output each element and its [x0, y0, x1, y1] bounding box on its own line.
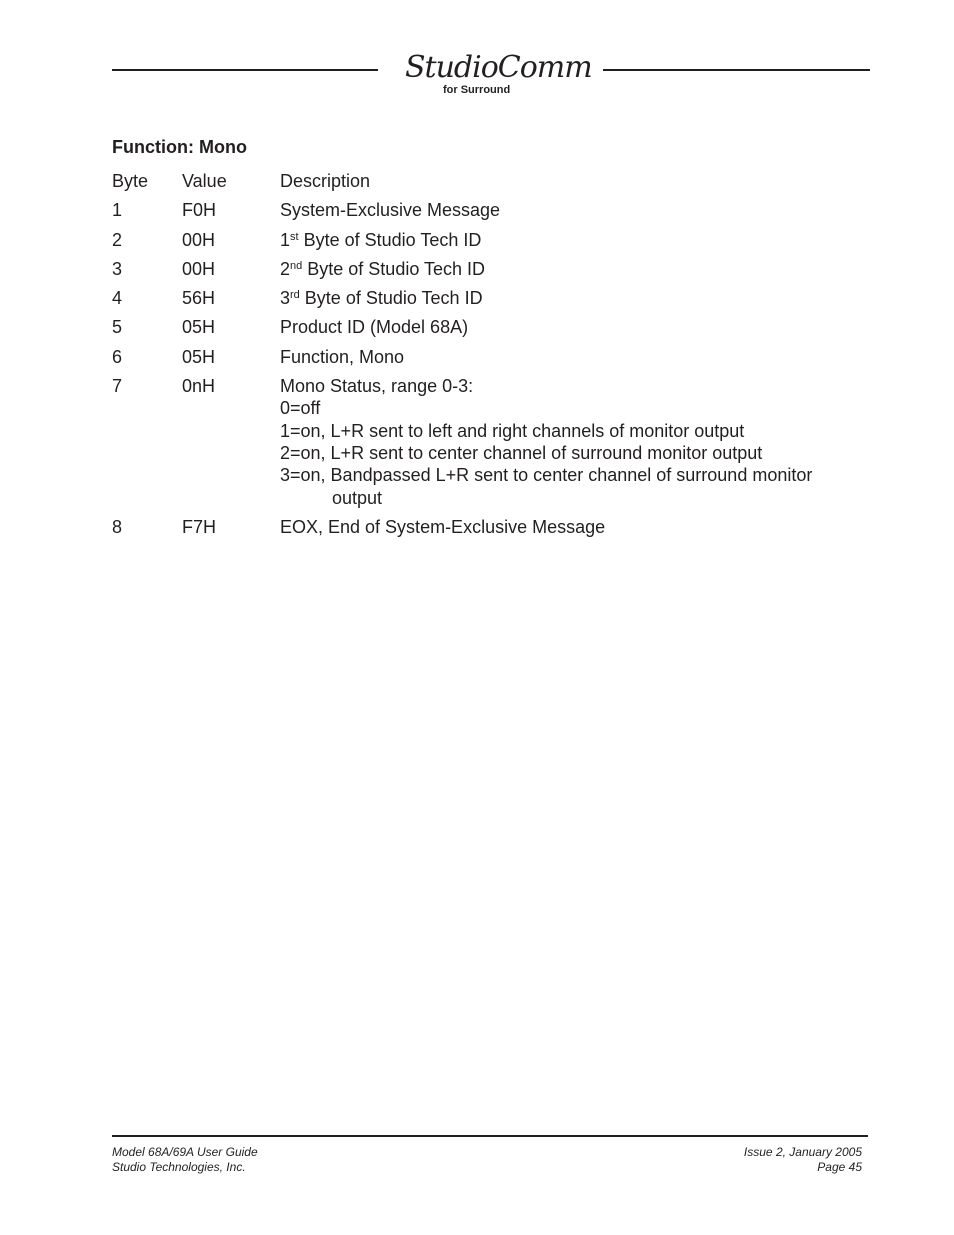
byte-cell: 8 [112, 516, 123, 537]
ordinal-number: 2 [280, 258, 291, 279]
value-cell: 05H [182, 317, 216, 338]
value-cell: F7H [182, 516, 217, 537]
ordinal-number: 3 [280, 288, 291, 309]
column-header-value: Value [182, 171, 227, 191]
header-rule-right [603, 69, 870, 71]
byte-cell: 1 [112, 200, 123, 221]
ordinal-suffix: rd [290, 289, 300, 302]
sysex-table [112, 170, 852, 545]
description-line: 3=on, Bandpassed L+R sent to center channel of surround monitor [280, 465, 813, 486]
footer-rule [112, 1135, 868, 1137]
value-cell: 00H [182, 258, 216, 279]
header-rule-left [112, 69, 378, 71]
value-cell: 56H [182, 288, 216, 309]
description-cell: Function, Mono [280, 346, 405, 367]
table-row [112, 375, 852, 509]
byte-cell: 2 [112, 229, 123, 250]
logo-subtitle: for Surround [443, 84, 511, 96]
description-line: 0=off [280, 398, 321, 419]
table-row [112, 287, 852, 309]
description-cell [280, 229, 852, 251]
byte-cell: 3 [112, 258, 123, 279]
byte-cell: 4 [112, 288, 123, 309]
table-row [112, 316, 852, 338]
value-cell: 00H [182, 229, 216, 250]
table-row [112, 516, 852, 538]
description-cell: System-Exclusive Message [280, 200, 501, 221]
table-row [112, 346, 852, 368]
footer-guide-title: Model 68A/69A User Guide [112, 1145, 258, 1159]
description-cell: Product ID (Model 68A) [280, 317, 469, 338]
footer-issue: Issue 2, January 2005 [743, 1145, 862, 1159]
description-cell [280, 258, 852, 280]
byte-cell: 6 [112, 346, 123, 367]
description-line: output [332, 487, 383, 508]
description-cell [280, 375, 852, 509]
description-cell [280, 287, 852, 309]
column-header-byte: Byte [112, 171, 149, 191]
byte-cell: 5 [112, 317, 123, 338]
ordinal-suffix: st [290, 230, 299, 243]
footer-page-number: Page 45 [817, 1160, 862, 1174]
value-cell: 0nH [182, 376, 216, 397]
table-row [112, 229, 852, 251]
footer-left [112, 1145, 258, 1175]
table-header-row [112, 170, 852, 192]
footer-company: Studio Technologies, Inc. [112, 1160, 246, 1174]
ordinal-suffix: nd [290, 259, 303, 272]
description-text: Byte of Studio Tech ID [299, 288, 483, 309]
description-line: 1=on, L+R sent to left and right channels of monitor output [280, 420, 745, 441]
value-cell: 05H [182, 346, 216, 367]
description-line: 2=on, L+R sent to center channel of surround monitor output [280, 442, 763, 463]
description-cell: EOX, End of System-Exclusive Message [280, 516, 606, 537]
value-cell: F0H [182, 200, 217, 221]
table-row [112, 199, 852, 221]
footer-right [744, 1145, 862, 1175]
table-row [112, 258, 852, 280]
column-header-description: Description [280, 171, 371, 191]
studiocomm-logo: StudioComm [405, 50, 592, 85]
byte-cell: 7 [112, 376, 123, 397]
description-text: Byte of Studio Tech ID [302, 258, 486, 279]
description-text: Byte of Studio Tech ID [298, 229, 482, 250]
section-title: Function: Mono [112, 137, 247, 157]
ordinal-number: 1 [280, 229, 291, 250]
description-line: Mono Status, range 0-3: [280, 376, 474, 397]
